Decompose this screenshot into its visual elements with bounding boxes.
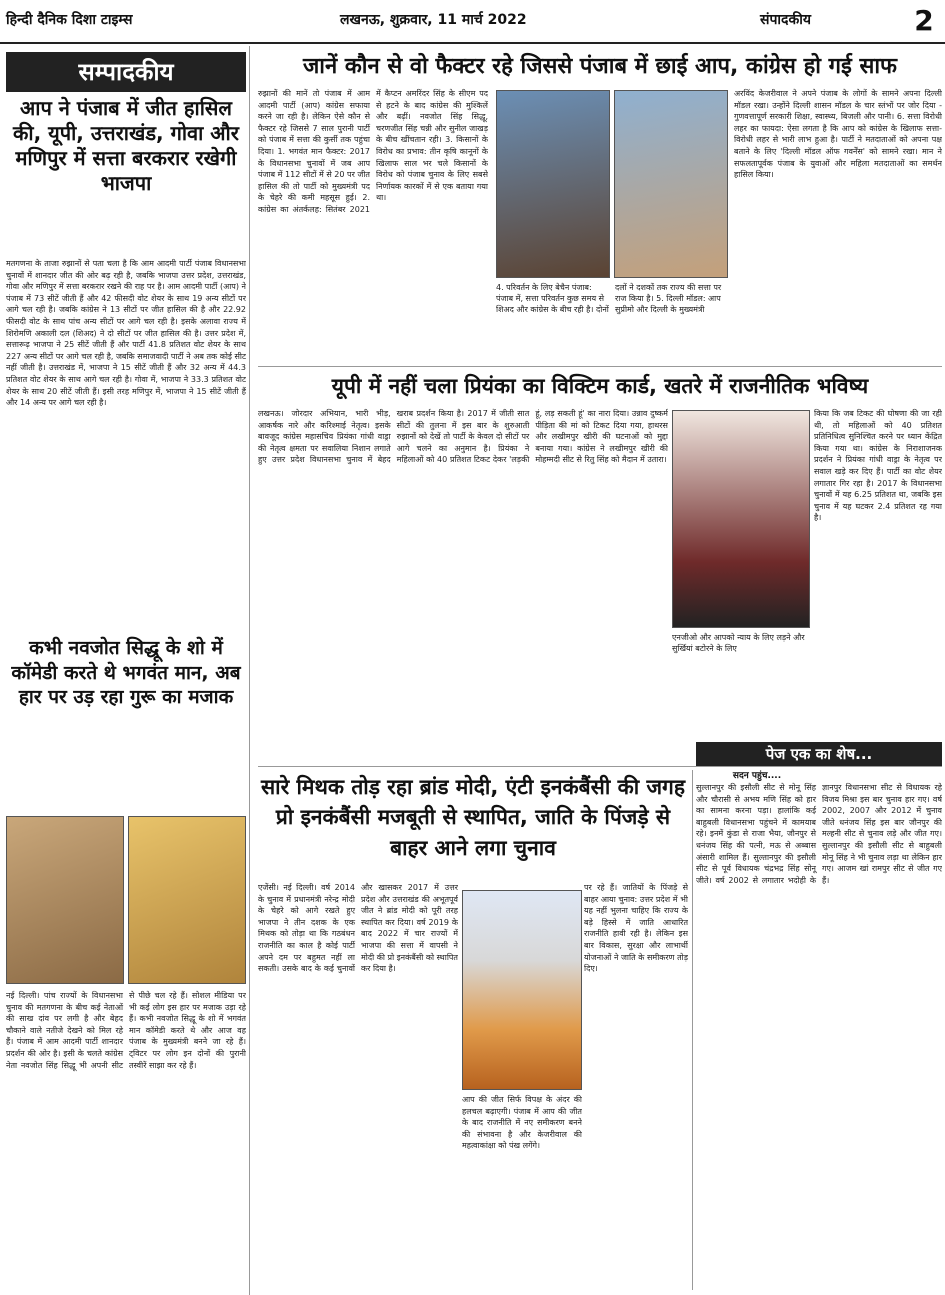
- modi-headline: सारे मिथक तोड़ रहा ब्रांड मोदी, एंटी इनकंबैंसी की जगह प्रो इनकंबैंसी मजबूती से स्थापित, जाति के पिंजड़े से बाहर आने लगा चुनाव: [260, 775, 686, 860]
- masthead: [0, 0, 945, 44]
- rally-photo: [496, 90, 610, 278]
- divider: [258, 766, 942, 767]
- modi-side-body: पर रहे हैं। जातियों के पिंजड़े से बाहर आया चुनाव: उत्तर प्रदेश में भी यह नहीं भुलना चाहिए कि राज्य के बड़े हिस्से में जाति आधारित राजनीति हावी रही है। लेकिन इस बार विकास, सुरक्षा और लाभार्थी योजनाओं ने जाति के समीकरण तोड़ दिए।: [584, 883, 688, 974]
- divider: [258, 366, 942, 367]
- priyanka-body: लखनऊ। जोरदार अभियान, भारी भीड़, आकर्षक नारे और करिश्माई नेतृत्व। इसके बावजूद कांग्रेस महासचिव प्रियंका गांधी वाड्रा की नेतृत्व क्षमता पर सवालिया निशान लगाते हुए उत्तर प्रदेश विधानसभा चुनाव में बेहद खराब प्रदर्शन किया है। 2017 में जीती सात सीटों की तुलना में इस बार के शुरुआती रुझानों को देखें तो पार्टी के केवल दो सीटों पर आगे चलने का अनुमान है। प्रियंका ने महिलाओं को 40 प्रतिशत टिकट देकर 'लड़की हूं, लड़ सकती हूं' का नारा दिया। उन्नाव दुष्कर्म पीड़िता की मां को टिकट दिया गया, हाथरस और लखीमपुर खीरी की घटनाओं को मुद्दा बनाया गया। कांग्रेस ने लखीमपुर खीरी की मोहम्मदी सीट से रितु सिंह को मैदान में उतारा।: [258, 409, 668, 465]
- modi-photo: [462, 890, 582, 1090]
- modi-body-continued: आप की जीत सिर्फ विपक्ष के अंदर की हलचल बढ़ाएगी। पंजाब में आप की जीत के बाद राजनीति में नए समीकरण बनने की संभावना है और केजरीवाल की महत्वाकांक्षा को पंख लगेंगे।: [462, 1095, 582, 1151]
- roadshow-photo: [614, 90, 728, 278]
- priyanka-right-body: किया कि जब टिकट की घोषणा की जा रही थी, तो महिलाओं को 40 प्रतिशत प्रतिनिधित्व सुनिश्चित करने पर ध्यान केंद्रित किया गया था। कांग्रेस के निराशाजनक प्रदर्शन ने प्रियंका गांधी वाड्रा के नेतृत्व पर सवाल खड़े कर दिए हैं। पार्टी का वोट शेयर लगातार गिर रहा है। 2017 के विधानसभा चुनावों में यह 6.25 प्रतिशत था, जबकि इस चुनाव में यह घटकर 2.4 प्रतिशत रह गया है।: [814, 409, 942, 523]
- front-page-continued-label: पेज एक का शेष...: [696, 742, 942, 766]
- dateline: लखनऊ, शुक्रवार, 11 मार्च 2022: [340, 12, 527, 28]
- mann-photo: [128, 816, 246, 984]
- sidhu-body: नई दिल्ली। पांच राज्यों के विधानसभा चुनाव की मतगणना के बीच कई नेताओं की साख दांव पर लगी है और बेहद चौकाने वाले नतीजे देखने को मिल रहे हैं। पंजाब में आम आदमी पार्टी शानदार प्रदर्शन की ओर है। इसी के चलते कांग्रेस नेता नवजोत सिंह सिद्धू भी अपनी सीट से पीछे चल रहे हैं। सोशल मीडिया पर भी कई लोग इस हार पर मजाक उड़ा रहे हैं। कभी नवजोत सिद्धू के शो में भगवंत मान कॉमेडी करते थे और आज वह पंजाब के मुख्यमंत्री बनने जा रहे हैं। ट्विटर पर लोग इन दोनों की पुरानी तस्वीरें साझा कर रहे हैं।: [6, 991, 246, 1070]
- priyanka-photo-caption: एनजीओ और आपको न्याय के लिए लड़ने और सुर्खियां बटोरने के लिए: [672, 633, 805, 654]
- front-page-continued-subhead: सदन पहुंच....: [732, 771, 782, 781]
- modi-body: एजेंसी। नई दिल्ली। वर्ष 2014 के चुनाव में प्रधानमंत्री नरेन्द्र मोदी के चेहरे को आगे रखते हुए भाजपा ने तीन दशक के एक मिथक को तोड़ा था कि गठबंधन राजनीति का काल है कोई पार्टी अपने दम पर बहुमत नहीं ला सकती। उसके बाद के कई चुनावों और खासकर 2017 में उत्तर प्रदेश और उत्तराखंड की अभूतपूर्व जीत ने ब्रांड मोदी को पूरी तरह स्थापित कर दिया। वर्ष 2019 के बाद 2022 में चार राज्यों में भाजपा की सत्ता में वापसी ने मोदी की प्रो इनकंबैंसी को स्थापित कर दिया है।: [258, 883, 458, 974]
- main-story-photos: [496, 90, 728, 280]
- column-rule: [692, 770, 693, 1290]
- editorial-body: मतगणना के ताजा रुझानों से पता चला है कि आम आदमी पार्टी पंजाब विधानसभा चुनावों में शानदार जीत की ओर बढ़ रही है, जबकि भाजपा उत्तर प्रदेश, उत्तराखंड, गोवा और मणिपुर में सत्ता बरकरार रखने की राह पर है। आम आदमी पार्टी (आप) ने पंजाब में 73 सीटें जीती हैं और 42 फीसदी वोट शेयर के साथ 19 अन्य सीटों पर आगे चल रही है। जबकि कांग्रेस ने 13 सीटों पर जीत हासिल की है और 22.92 फीसदी वोट के साथ पांच अन्य सीटों पर आगे चल रही है। इसके अलावा राज्य में शिरोमणि अकाली दल (शिअद) ने दो सीटों पर जीत हासिल की है। उत्तर प्रदेश में, सत्तारूढ़ भाजपा ने 25 सीटें जीती हैं और पार्टी 41.8 प्रतिशत वोट शेयर के साथ 227 अन्य सीटों पर आगे चल रही है, जबकि समाजवादी पार्टी ने अब तक कोई सीट नहीं जीती है। उत्तराखंड में, भाजपा ने 15 सीटें जीती हैं और 32 अन्य में 44.3 प्रतिशत वोट शेयर के साथ आगे चल रही है। गोवा में, भाजपा ने 33.3 प्रतिशत वोट शेयर के साथ 20 सीटें जीती हैं। इसी तरह मणिपुर में, भाजपा ने 15 सीटें जीती हैं और 14 अन्य पर आगे चल रही है।: [6, 259, 246, 408]
- editorial-headline: आप ने पंजाब में जीत हासिल की, यूपी, उत्तराखंड, गोवा और मणिपुर में सत्ता बरकरार रखेगी भाजपा: [13, 96, 239, 195]
- main-story-photo-caption: 4. परिवर्तन के लिए बेचैन पंजाब: पंजाब में, सत्ता परिवर्तन कुछ समय से शिअद और कांग्रेस के बीच रही है। दोनों दलों ने दशकों तक राज्य की सत्ता पर राज किया है। 5. दिल्ली मॉडल: आप सुप्रीमो और दिल्ली के मुख्यमंत्री: [496, 283, 722, 315]
- priyanka-photo: [672, 410, 810, 628]
- sidhu-photos: [6, 816, 246, 986]
- editorial-label: सम्पादकीय: [6, 52, 246, 92]
- sidhu-photo: [6, 816, 124, 984]
- sidhu-headline: कभी नवजोत सिद्धू के शो में कॉमेडी करते थे भगवंत मान, अब हार पर उड़ रहा गुरू का मजाक: [11, 637, 241, 709]
- page-number: 2: [914, 4, 934, 37]
- paper-name: हिन्दी दैनिक दिशा टाइम्स: [6, 12, 133, 28]
- section-name: संपादकीय: [760, 12, 811, 28]
- main-story-right-body: अरविंद केजरीवाल ने अपने पंजाब के लोगों के सामने अपना दिल्ली मॉडल रखा। उन्होंने दिल्ली शासन मॉडल के चार स्तंभों पर जोर दिया - गुणवत्तापूर्ण सरकारी शिक्षा, स्वास्थ्य, बिजली और पानी। 6. सत्ता विरोधी लहर का फायदा: ऐसा लगता है कि आप को कांग्रेस के खिलाफ सत्ता-विरोधी लहर से भारी लाभ हुआ है। पार्टी ने मतदाताओं को अपना पक्ष बताने के लिए 'दिल्ली मॉडल ऑफ गवर्नेंस' को सामने रखा। मान ने सफलतापूर्वक पंजाब के युवाओं और महिला मतदाताओं का समर्थन हासिल किया।: [734, 89, 942, 180]
- front-page-continued-body: सुल्तानपुर की इसौली सीट से मोनू सिंह और चौरासी से अभय मणि सिंह को हार का सामना करना पड़ा। हालांकि कई बाहुबली विधानसभा पहुंचने में कामयाब रहे। इनमें कुंडा से राजा भैया, जौनपुर से धनंजय सिंह की पत्नी, मऊ से अब्बास अंसारी शामिल हैं। सुल्तानपुर की इसौली सीट से पूर्व विधायक चंद्रभद्र सिंह सोनू जीते। वर्ष 2002 से लगातार भदोही के ज्ञानपुर विधानसभा सीट से विधायक रहे विजय मिश्रा इस बार चुनाव हार गए। वर्ष 2002, 2007 और 2012 में चुनाव जीते धनंजय सिंह इस बार जौनपुर की मल्हनी सीट से चुनाव लड़े और जीत गए। सुल्तानपुर की इसौली सीट से बाहुबली मोनू सिंह ने भी चुनाव लड़ा था लेकिन हार गए। आजम खां रामपुर सीट से जीत गए हैं।: [696, 783, 942, 885]
- main-story-body: रुझानों की मानें तो पंजाब में आम आदमी पार्टी (आप) कांग्रेस सफाया करने जा रही है। लेकिन ऐसे कौन से फैक्टर रहे जिससे 7 साल पुरानी पार्टी को पंजाब में सत्ता की कुर्सी तक पहुंचा दिया। 1. भगवंत मान फैक्टर: 2017 के विधानसभा चुनावों में जब आप पंजाब में 112 सीटों में से 20 पर जीत हासिल की तो पार्टी को मुख्यमंत्री पद के चेहरे की कमी महसूस हुई। 2. कांग्रेस का अंतर्कलह: सितंबर 2021 में कैप्टन अमरिंदर सिंह के सीएम पद से हटने के बाद कांग्रेस की मुश्किलें और बढ़ीं। नवजोत सिंह सिद्धू, चरणजीत सिंह चन्नी और सुनील जाखड़ के बीच खींचतान रही। 3. किसानों के विरोध का प्रभाव: तीन कृषि कानूनों के खिलाफ साल भर चले किसानों के विरोध को पंजाब चुनाव के लिए सबसे निर्णायक कारकों में से एक बताया गया था।: [258, 89, 488, 214]
- priyanka-headline: यूपी में नहीं चला प्रियंका का विक्टिम कार्ड, खतरे में राजनीतिक भविष्य: [331, 374, 869, 398]
- main-headline: जानें कौन से वो फैक्टर रहे जिससे पंजाब में छाई आप, कांग्रेस हो गई साफ: [302, 54, 898, 79]
- editorial-column: [0, 46, 250, 1295]
